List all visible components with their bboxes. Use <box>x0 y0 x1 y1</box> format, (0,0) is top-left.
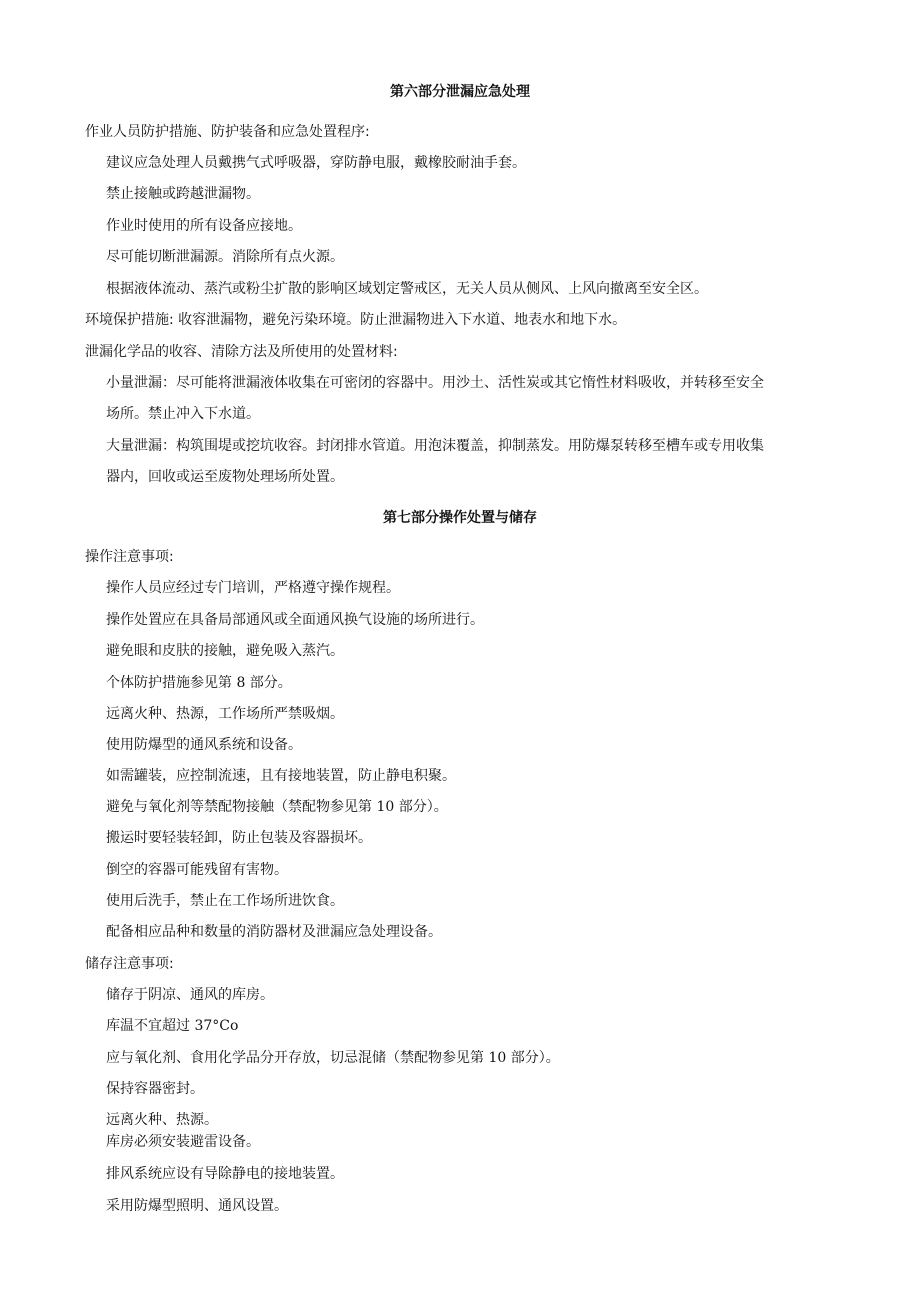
s6-small-spill-line1: 小量泄漏：尽可能将泄漏液体收集在可密闭的容器中。用沙土、活性炭或其它惰性材料吸收，并转移至安全 <box>106 375 764 391</box>
s7-operation-item-8: 避免与氧化剂等禁配物接触（禁配物参见第 10 部分）。 <box>106 799 448 815</box>
s6-protection-item-3: 作业时使用的所有设备应接地。 <box>106 218 302 234</box>
s6-env-text: 收容泄漏物，避免污染环境。防止泄漏物进入下水道、地表水和地下水。 <box>173 312 627 328</box>
s7-operation-item-5: 远离火种、热源，工作场所严禁吸烟。 <box>106 706 344 722</box>
section6-title: 第六部分泄漏应急处理 <box>390 84 530 100</box>
s6-large-spill-line2: 器内，回收或运至废物处理场所处置。 <box>106 469 344 485</box>
s6-protection-item-1: 建议应急处理人员戴携气式呼吸器，穿防静电服，戴橡胶耐油手套。 <box>106 155 526 171</box>
s7-storage-item-4: 保持容器密封。 <box>106 1081 204 1097</box>
s7-operation-item-7: 如需罐装，应控制流速，且有接地装置，防止静电积聚。 <box>106 768 456 784</box>
s7-operation-item-9: 搬运时要轻装轻卸，防止包装及容器损坏。 <box>106 830 372 846</box>
s7-storage-label: 储存注意事项: <box>85 956 174 972</box>
s7-operation-label: 操作注意事项: <box>85 549 174 565</box>
s6-large-spill-line1: 大量泄漏：构筑围堤或挖坑收容。封闭排水管道。用泡沫覆盖，抑制蒸发。用防爆泵转移至槽车或专用收集 <box>106 438 764 454</box>
section7-title: 第七部分操作处置与储存 <box>383 510 537 526</box>
s7-operation-item-11: 使用后洗手，禁止在工作场所进饮食。 <box>106 893 344 909</box>
s6-env-label: 环境保护措施: <box>85 312 174 328</box>
s7-storage-item-8: 采用防爆型照明、通风设置。 <box>106 1198 288 1214</box>
s7-storage-item-2: 库温不宜超过 37°Co <box>106 1018 239 1034</box>
s7-operation-item-12: 配备相应品种和数量的消防器材及泄漏应急处理设备。 <box>106 924 442 940</box>
s7-operation-item-6: 使用防爆型的通风系统和设备。 <box>106 737 302 753</box>
s7-operation-item-2: 操作处置应在具备局部通风或全面通风换气设施的场所进行。 <box>106 612 484 628</box>
s7-storage-item-5: 远离火种、热源。 <box>106 1112 218 1128</box>
s7-operation-item-1: 操作人员应经过专门培训，严格遵守操作规程。 <box>106 580 400 596</box>
s7-storage-item-1: 储存于阴凉、通风的库房。 <box>106 987 274 1003</box>
s7-operation-item-4: 个体防护措施参见第 8 部分。 <box>106 675 292 691</box>
s7-storage-item-6: 库房必须安装避雷设备。 <box>106 1134 260 1150</box>
s6-protection-label: 作业人员防护措施、防护装备和应急处置程序: <box>85 124 370 140</box>
s6-env-line <box>85 312 626 328</box>
s6-small-spill-line2: 场所。禁止冲入下水道。 <box>106 406 260 422</box>
s6-protection-item-5: 根据液体流动、蒸汽或粉尘扩散的影响区域划定警戒区，无关人员从侧风、上风向撤离至安全区。 <box>106 281 708 297</box>
s6-protection-item-4: 尽可能切断泄漏源。消除所有点火源。 <box>106 249 344 265</box>
s6-cleanup-label: 泄漏化学品的收容、清除方法及所使用的处置材料: <box>85 344 398 360</box>
s7-operation-item-10: 倒空的容器可能残留有害物。 <box>106 862 288 878</box>
s7-storage-item-3: 应与氧化剂、食用化学品分开存放，切忌混储（禁配物参见第 10 部分）。 <box>106 1050 560 1066</box>
s7-storage-item-7: 排风系统应设有导除静电的接地装置。 <box>106 1166 344 1182</box>
s6-protection-item-2: 禁止接触或跨越泄漏物。 <box>106 186 260 202</box>
s7-operation-item-3: 避免眼和皮肤的接触，避免吸入蒸汽。 <box>106 643 344 659</box>
